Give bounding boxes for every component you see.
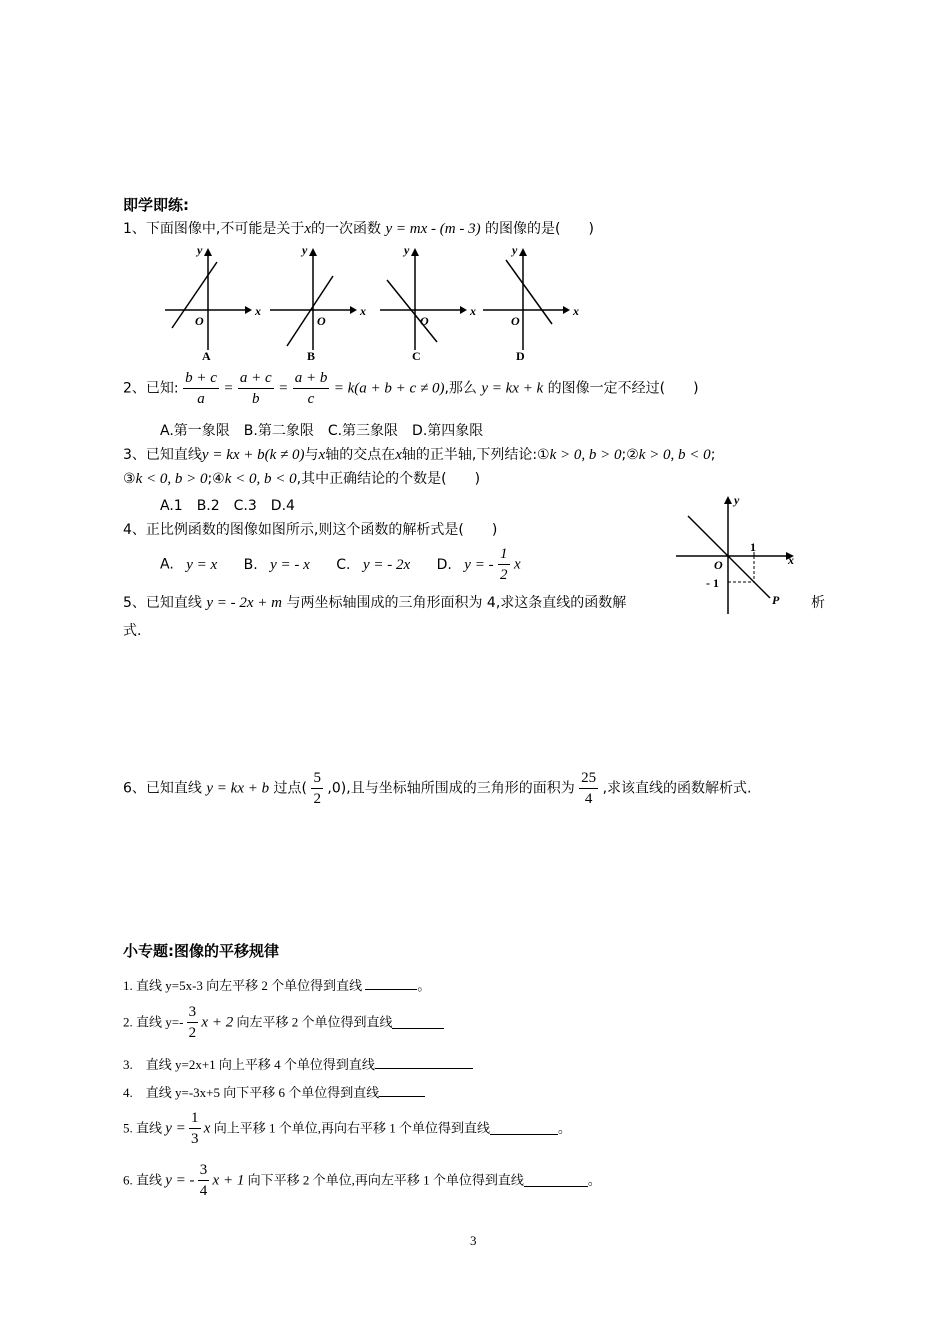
- item-3-answer-blank[interactable]: [375, 1056, 473, 1069]
- item-6-text-b: 向下平移 2 个单位,再向左平移 1 个单位得到直线: [247, 1172, 524, 1188]
- graph-c-axis-x: x: [470, 304, 476, 318]
- q5-text-right: 析: [811, 595, 825, 611]
- section-title-translation: 小专题:图像的平移规律: [123, 942, 279, 960]
- q3-sep-3: ;④: [207, 471, 225, 487]
- graph-c-origin: O: [420, 314, 429, 328]
- item-5-frac: $\frac{1}{3}$: [191, 1110, 199, 1147]
- q2-text-a: 2、已知:: [123, 380, 179, 397]
- q4-option-d-label: D.: [436, 556, 452, 573]
- graph-b-line: [287, 276, 333, 346]
- section-title-practice: 即学即练:: [123, 196, 189, 214]
- q3-text-c: 轴的交点在: [325, 447, 396, 463]
- item-2-text-b: 向左平移 2 个单位得到直线: [236, 1014, 393, 1030]
- graph-a-axis-x: x: [255, 304, 261, 318]
- question-5: [123, 592, 626, 612]
- q4-graph-tick-y: - 1: [706, 576, 719, 590]
- q2-frac-1: $\frac{b + c}{a}$: [185, 370, 217, 407]
- graph-b-origin: O: [317, 314, 326, 328]
- item-6-formula: x + 1: [212, 1172, 245, 1189]
- q3-conclusion-4: k < 0, b < 0: [224, 471, 297, 487]
- question-6: [123, 768, 752, 809]
- q3-conclusion-2: k > 0, b < 0: [638, 447, 711, 463]
- q6-formula: y = kx + b: [206, 780, 270, 797]
- graph-b-label: B: [307, 349, 316, 363]
- graph-d-origin: O: [511, 314, 520, 328]
- q3-options: A.1 B.2 C.3 D.4: [160, 498, 295, 514]
- question-3-line-2: [123, 468, 480, 488]
- q3-formula: y = kx + b(k ≠ 0): [201, 447, 305, 463]
- q5-text-a: 5、已知直线: [123, 595, 202, 611]
- q4-option-c: y = - 2x: [362, 556, 411, 573]
- q6-frac-1: $\frac{5}{2}$: [313, 770, 321, 807]
- translation-item-4: [123, 1082, 425, 1101]
- q4-option-d-frac: $\frac{1}{2}$: [500, 546, 508, 583]
- q4-option-b-label: B.: [243, 556, 258, 573]
- q2-frac-2: $\frac{a + c}{b}$: [239, 370, 272, 407]
- graph-a-axis-y: y: [197, 243, 203, 257]
- item-6-text-a: 6. 直线: [123, 1172, 163, 1188]
- translation-item-5: [123, 1108, 571, 1149]
- q1-graphs: [160, 242, 580, 364]
- q5-text-c: 式.: [123, 623, 142, 639]
- q3-line2-a: ③: [123, 471, 136, 487]
- graph-b: [270, 243, 366, 363]
- item-5-end: 。: [557, 1120, 571, 1136]
- item-5-formula: x: [203, 1120, 211, 1137]
- q3-sep-1: ;②: [621, 447, 639, 463]
- graph-a-origin: O: [195, 314, 204, 328]
- q6-text-d: ,求该直线的函数解析式.: [602, 780, 752, 797]
- graph-b-axis-y: y: [302, 243, 308, 257]
- q4-graph-line: [688, 516, 770, 598]
- item-1-end: 。: [417, 978, 431, 993]
- q4-option-d-post: x: [513, 556, 521, 573]
- q1-text-c: 的图像的是( ): [485, 221, 594, 237]
- q2-options: A.第一象限 B.第二象限 C.第三象限 D.第四象限: [160, 423, 484, 439]
- graph-d-axis-y: y: [512, 243, 518, 257]
- q1-text-a: 1、下面图像中,不可能是关于: [123, 221, 305, 237]
- question-2: 2、已知: $\frac{b + c}{a}$ = $\frac{a + c}{b}$ = $\frac{a + b}{c}$ = k(a + b + c ≠ 0),那么 y = kx + k 的图像一定不经过( ): [123, 370, 699, 407]
- q3-conclusion-1: k > 0, b > 0: [549, 447, 622, 463]
- item-1-answer-blank[interactable]: [365, 977, 417, 990]
- q4-options: [160, 544, 521, 585]
- translation-item-3: [123, 1054, 473, 1073]
- q3-var-x2: x: [395, 447, 402, 463]
- q4-option-b: y = - x: [270, 556, 310, 573]
- question-4: 4、正比例函数的图像如图所示,则这个函数的解析式是( ): [123, 522, 498, 538]
- q1-formula: y = mx - (m - 3): [385, 221, 481, 237]
- q5-text-b: 与两坐标轴围成的三角形面积为 4,求这条直线的函数解: [286, 595, 627, 611]
- item-6-answer-blank[interactable]: [524, 1174, 588, 1187]
- q3-text-b: 与: [304, 447, 319, 463]
- item-5-answer-blank[interactable]: [490, 1122, 558, 1135]
- q3-sep-2: ;: [710, 447, 716, 463]
- item-6-pre: y = -: [165, 1172, 195, 1189]
- graph-a-label: A: [202, 349, 211, 363]
- q3-conclusion-3: k < 0, b > 0: [135, 471, 208, 487]
- question-3-line-1: [123, 444, 715, 464]
- q1-var-x: x: [304, 221, 312, 237]
- q6-text-a: 6、已知直线: [123, 780, 202, 797]
- q3-text-a: 3、已知直线: [123, 447, 202, 463]
- q2-tail-formula: = k(a + b + c ≠ 0): [333, 380, 445, 397]
- q6-text-b: 过点(: [273, 780, 308, 797]
- q4-graph-point: P: [772, 593, 780, 607]
- q2-formula-2: y = kx + k: [481, 380, 544, 397]
- q5-formula: y = - 2x + m: [206, 595, 283, 611]
- item-1-text: 1. 直线 y=5x-3 向左平移 2 个单位得到直线: [123, 978, 363, 993]
- item-2-answer-blank[interactable]: [392, 1016, 444, 1029]
- graph-c-axis-y: y: [404, 243, 410, 257]
- q1-text-b: 的一次函数: [311, 221, 382, 237]
- item-5-text-b: 向上平移 1 个单位,再向右平移 1 个单位得到直线: [213, 1120, 490, 1136]
- item-2-frac: $\frac{3}{2}$: [188, 1004, 197, 1041]
- q2-text-b: ,那么: [444, 380, 477, 397]
- q3-text-d: 轴的正半轴,下列结论:①: [401, 447, 550, 463]
- question-1: [123, 218, 594, 238]
- item-4-answer-blank[interactable]: [379, 1084, 425, 1097]
- item-3-text: 3. 直线 y=2x+1 向上平移 4 个单位得到直线: [123, 1057, 375, 1072]
- q4-option-c-label: C.: [336, 556, 351, 573]
- graph-c-label: C: [412, 349, 421, 363]
- graph-b-axis-x: x: [360, 304, 366, 318]
- graph-d-axis-x: x: [573, 304, 579, 318]
- translation-item-2: [123, 1002, 444, 1043]
- q4-graph-axis-x: x: [788, 553, 794, 567]
- graph-c-line: [387, 280, 437, 342]
- page-number: 3: [470, 1233, 477, 1248]
- item-2-formula: x + 2: [201, 1014, 234, 1031]
- q2-text-c: 的图像一定不经过( ): [547, 380, 699, 397]
- q4-graph: [668, 492, 798, 617]
- q4-graph-tick-x: 1: [750, 540, 756, 554]
- translation-item-6: [123, 1160, 601, 1201]
- q6-text-c: ,0),且与坐标轴所围成的三角形的面积为: [327, 780, 575, 797]
- q4-graph-origin: O: [714, 558, 723, 572]
- item-6-end: 。: [587, 1172, 601, 1188]
- item-4-text: 4. 直线 y=-3x+5 向下平移 6 个单位得到直线: [123, 1085, 380, 1100]
- q3-line2-b: ,其中正确结论的个数是( ): [296, 471, 481, 487]
- graph-a: [165, 243, 261, 363]
- graph-c: [380, 243, 476, 363]
- item-6-frac: $\frac{3}{4}$: [199, 1162, 208, 1199]
- q4-option-a: y = x: [186, 556, 218, 573]
- q4-graph-axis-y: y: [734, 493, 740, 507]
- translation-item-1: [123, 975, 430, 994]
- q4-option-a-label: A.: [160, 556, 174, 573]
- item-5-text-a: 5. 直线: [123, 1120, 163, 1136]
- q2-frac-3: $\frac{a + b}{c}$: [294, 370, 328, 407]
- graph-d-label: D: [516, 349, 525, 363]
- graph-d: [483, 243, 579, 363]
- q4-option-d-pre: y = -: [464, 556, 494, 573]
- q3-var-x: x: [318, 447, 326, 463]
- q6-frac-2: $\frac{25}{4}$: [581, 770, 597, 807]
- item-5-pre: y =: [165, 1120, 186, 1137]
- item-2-text-a: 2. 直线 y=-: [123, 1014, 184, 1030]
